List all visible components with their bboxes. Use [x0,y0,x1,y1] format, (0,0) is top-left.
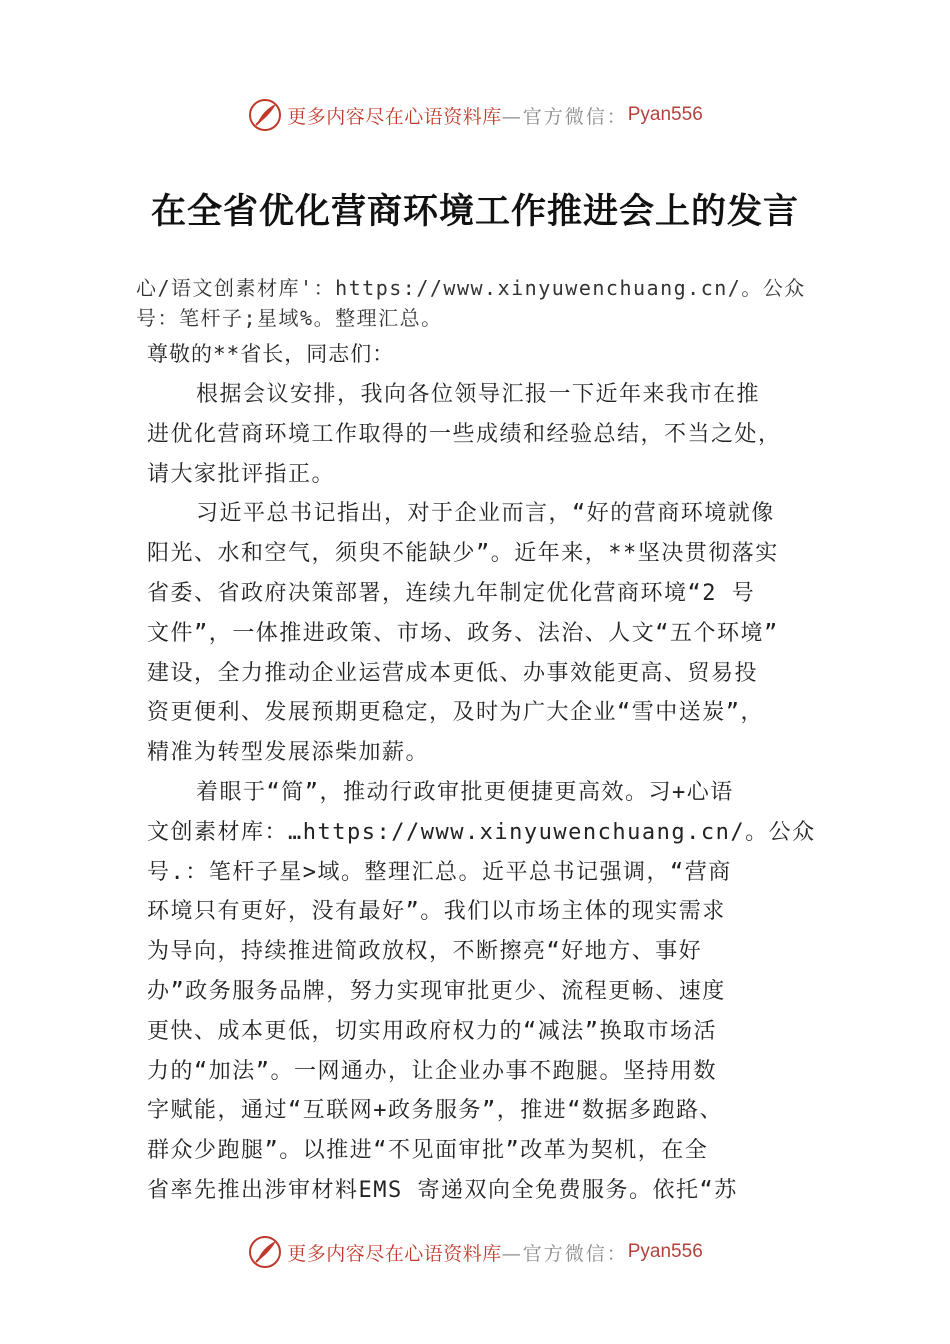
header-banner [0,95,950,135]
banner-official-text: —官方微信： [501,1242,628,1265]
body-line: 省率先推出涉审材料EMS 寄递双向全免费服务。依托“苏 [147,1178,738,1203]
banner-account-text: Pyan556 [627,1241,703,1262]
body-line: 力的“加法”。一网通办，让企业办事不跑腿。坚持用数 [147,1058,717,1084]
feather-pen-logo-icon [247,97,283,133]
body-line: 号.：笔杆子星>域。整理汇总。近平总书记强调，“营商 [147,859,732,885]
body-line: 阳光、水和空气，须臾不能缺少”。近年来，**坚决贯彻落实 [147,541,779,567]
body-line: 群众少跑腿”。以推进“不见面审批”改革为契机，在全 [147,1138,709,1164]
source-line: 号：笔杆子;星域%。整理汇总。 [136,306,443,330]
body-line: 文创素材库：…https://www.xinyuwenchuang.cn/。公众 [147,819,816,845]
body-line: 字赋能，通过“互联网+政务服务”，推进“数据多跑路、 [147,1098,723,1124]
body-line: 进优化营商环境工作取得的一些成绩和经验总结，不当之处， [147,421,782,447]
body-line: 更快、成本更低，切实用政府权力的“减法”换取市场活 [147,1018,717,1044]
body-line: 习近平总书记指出，对于企业而言，“好的营商环境就像 [196,501,775,527]
salutation: 尊敬的**省长，同志们： [147,342,395,366]
source-line: 心/语文创素材库'：https://www.xinyuwenchuang.cn/。公众 [136,276,806,300]
body-line: 资更便利、发展预期更稳定，及时为广大企业“雪中送炭”， [147,700,764,726]
body-line: 请大家批评指正。 [147,461,336,487]
banner-official-text: —官方微信： [501,105,628,128]
body-line: 文件”，一体推进政策、市场、政务、法治、人文“五个环境” [147,620,779,646]
feather-pen-logo-icon [247,1234,283,1270]
banner-library-text: 更多内容尽在心语资料库 [287,105,502,128]
body-line: 为导向，持续推进简政放权，不断擦亮“好地方、事好 [147,939,703,965]
body-line: 精准为转型发展添柴加薪。 [147,740,430,766]
body-line: 环境只有更好，没有最好”。我们以市场主体的现实需求 [147,899,726,925]
banner-account-text: Pyan556 [627,104,703,125]
banner-library-text: 更多内容尽在心语资料库 [287,1242,502,1265]
document-title: 在全省优化营商环境工作推进会上的发言 [150,191,799,232]
body-line: 省委、省政府决策部署，连续九年制定优化营商环境“2 号 [147,581,756,606]
body-line: 着眼于“简”，推动行政审批更便捷更高效。习+心语 [196,780,734,805]
body-line: 办”政务服务品牌，努力实现审批更少、流程更畅、速度 [147,979,726,1004]
body-line: 根据会议安排，我向各位领导汇报一下近年来我市在推 [196,382,761,407]
footer-banner [0,1232,950,1272]
body-line: 建设，全力推动企业运营成本更低、办事效能更高、贸易投 [147,660,759,686]
